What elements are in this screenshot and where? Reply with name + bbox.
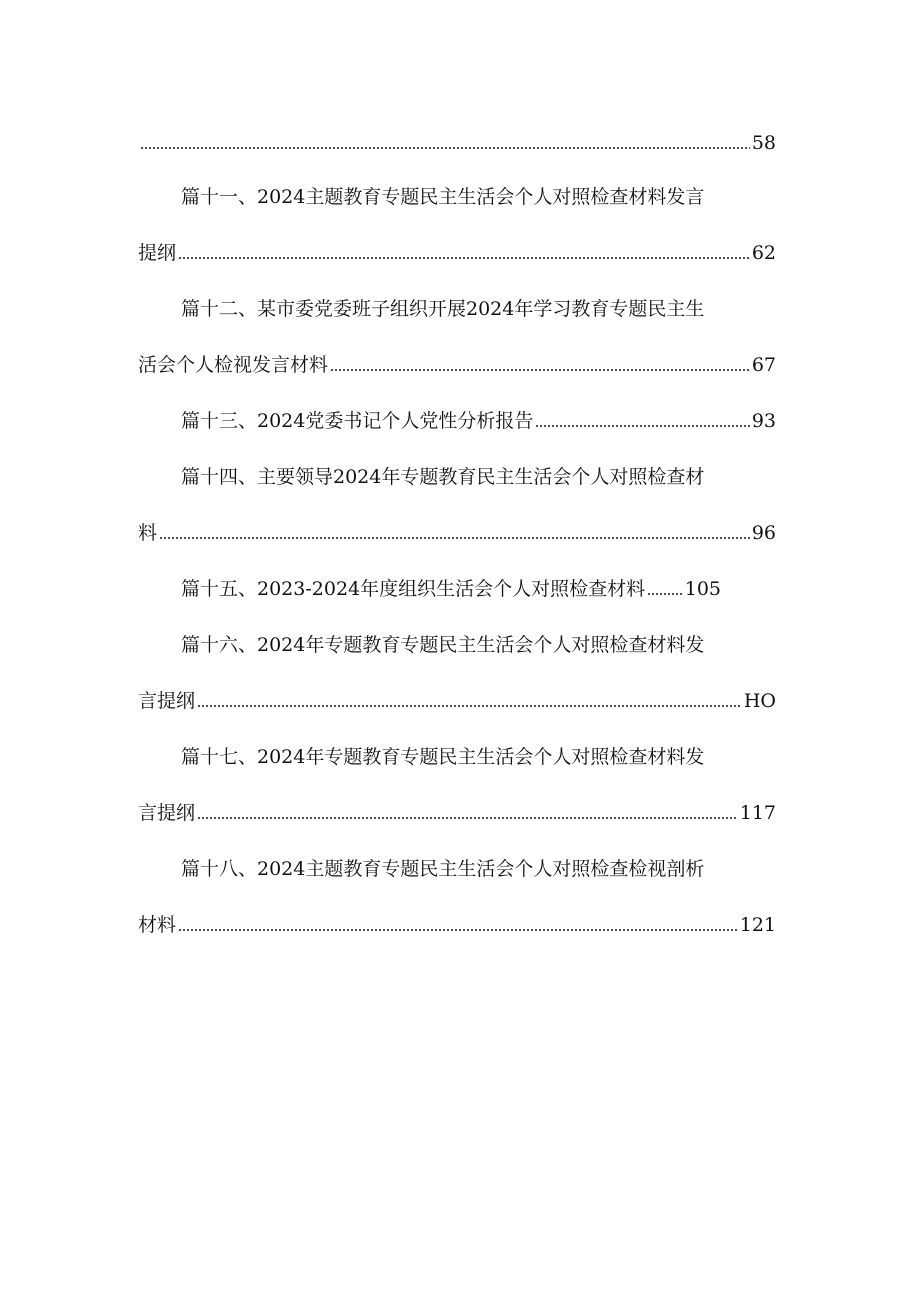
toc-entry-text: 言提纲 [138,690,196,712]
toc-page-number: 96 [751,522,776,544]
dot-leader [140,146,750,150]
toc-entry[interactable] [0,574,920,604]
toc-page-number: 93 [751,410,776,432]
toc-page-number: 121 [739,914,776,936]
toc-entry[interactable] [0,406,920,436]
toc-page-number: 105 [684,578,721,600]
toc-entry-continuation[interactable] [0,518,920,548]
toc-entry-text: 篇十二、某市委党委班子组织开展2024年学习教育专题民主生 [181,298,705,320]
toc-page-number: 58 [751,132,776,154]
toc-entry-text: 篇十四、主要领导2024年专题教育民主生活会个人对照检查材 [181,466,705,488]
toc-page-number: 67 [751,354,776,376]
dot-leader [178,256,750,260]
toc-page-number: HO [743,690,776,712]
toc-entry-text: 活会个人检视发言材料 [138,354,329,376]
toc-entry-text: 篇十一、2024主题教育专题民主生活会个人对照检查材料发言 [181,186,705,208]
toc-entry-title[interactable] [0,854,920,884]
toc-entry-continuation[interactable] [0,686,920,716]
dot-leader [647,592,683,596]
toc-entry-text: 材料 [138,914,177,936]
toc-entry-continuation[interactable] [0,798,920,828]
toc-page-number: 62 [751,242,776,264]
toc-entry-text: 篇十五、2023-2024年度组织生活会个人对照检查材料 [181,578,646,600]
toc-entry-text: 提纲 [138,242,177,264]
toc-entry-continuation[interactable] [0,910,920,940]
toc-entry-continuation[interactable] [0,350,920,380]
toc-entry-text: 篇十八、2024主题教育专题民主生活会个人对照检查检视剖析 [181,858,705,880]
toc-entry-text: 篇十三、2024党委书记个人党性分析报告 [181,410,534,432]
toc-entry-title[interactable] [0,742,920,772]
toc-entry-title[interactable] [0,630,920,660]
toc-entry-title[interactable] [0,182,920,212]
toc-entry-title[interactable] [0,294,920,324]
toc-entry-text: 料 [138,522,158,544]
dot-leader [159,536,750,540]
toc-page-number: 117 [739,802,776,824]
dot-leader [197,816,738,820]
toc-entry-text: 篇十六、2024年专题教育专题民主生活会个人对照检查材料发 [181,634,705,656]
dot-leader [197,704,742,708]
toc-entry-title[interactable] [0,462,920,492]
dot-leader [178,928,738,932]
dot-leader [330,368,750,372]
toc-entry-text: 言提纲 [138,802,196,824]
toc-entry-continuation[interactable] [0,238,920,268]
dot-leader [535,424,749,428]
toc-entry-text: 篇十七、2024年专题教育专题民主生活会个人对照检查材料发 [181,746,705,768]
toc-entry-continuation[interactable] [0,128,920,158]
